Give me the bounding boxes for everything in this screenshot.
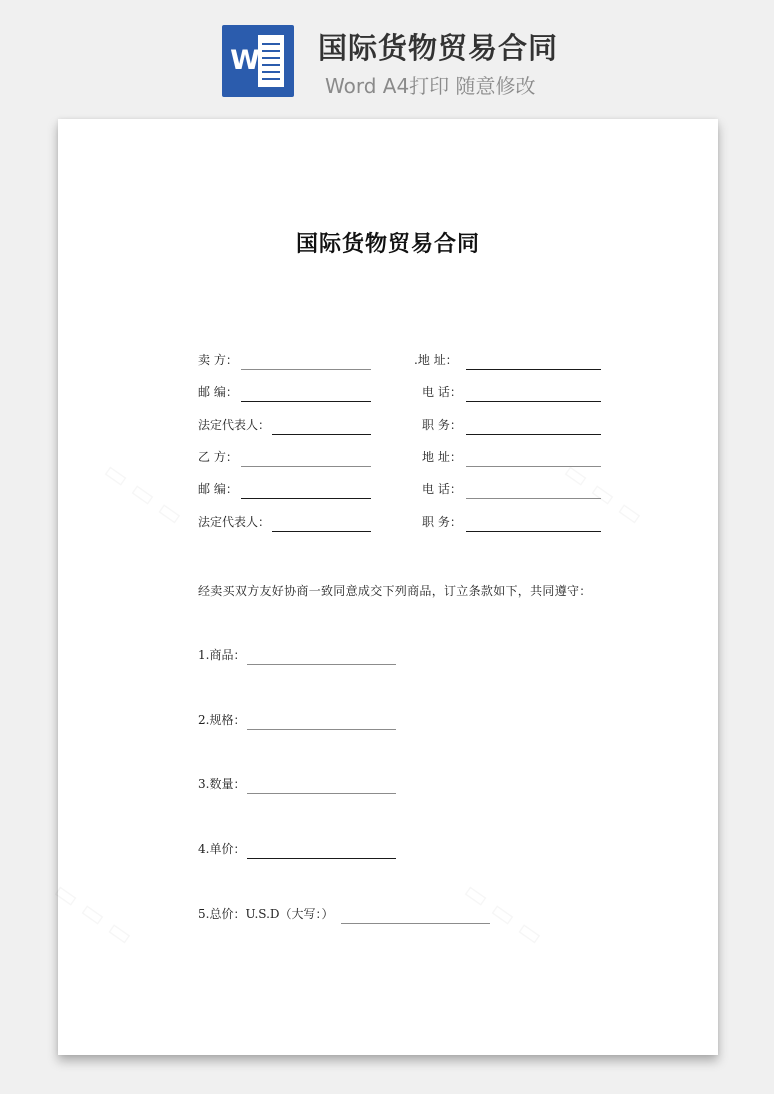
field-label: 职 务：	[422, 515, 462, 529]
watermark	[98, 456, 189, 532]
field-blank-line[interactable]	[466, 466, 601, 467]
watermark	[48, 876, 139, 952]
field-blank-line[interactable]	[241, 466, 371, 467]
party-b-postcode-field[interactable]	[198, 479, 373, 499]
field-label: 邮 编：	[198, 385, 238, 399]
field-blank-line[interactable]	[272, 434, 371, 435]
field-blank-line[interactable]	[241, 369, 371, 370]
field-label: 3.数量：	[198, 777, 246, 791]
seller-position-field[interactable]	[414, 415, 604, 435]
field-label: 乙 方：	[198, 450, 238, 464]
document-page	[58, 119, 718, 1055]
seller-field[interactable]	[198, 350, 373, 370]
field-label: 1.商品：	[198, 648, 246, 662]
field-label: 2.规格：	[198, 713, 246, 727]
field-blank-line[interactable]	[272, 531, 371, 532]
field-blank-line[interactable]	[466, 369, 601, 370]
field-label: .地 址：	[414, 353, 458, 367]
field-label: 地 址：	[422, 450, 462, 464]
field-blank-line[interactable]	[466, 531, 601, 532]
field-label: 法定代表人：	[198, 515, 271, 529]
field-label: 邮 编：	[198, 482, 238, 496]
field-label: 电 话：	[422, 482, 462, 496]
item-unit-price-field[interactable]	[198, 839, 398, 859]
field-label: 职 务：	[422, 418, 462, 432]
field-label: 电 话：	[422, 385, 462, 399]
field-blank-line[interactable]	[466, 401, 601, 402]
seller-address-field[interactable]	[414, 350, 604, 370]
word-icon-page	[258, 35, 284, 87]
intro-paragraph: 经卖买双方友好协商一致同意成交下列商品，订立条款如下，共同遵守：	[198, 584, 592, 598]
party-b-field[interactable]	[198, 447, 373, 467]
template-banner	[0, 0, 774, 118]
item-goods-field[interactable]	[198, 645, 398, 665]
banner-subtitle: Word A4打印 随意修改	[325, 74, 536, 98]
field-label: 4.单价：	[198, 842, 246, 856]
contract-title: 国际货物贸易合同	[295, 232, 480, 257]
seller-postcode-field[interactable]	[198, 382, 373, 402]
seller-legal-rep-field[interactable]	[198, 415, 373, 435]
field-blank-line[interactable]	[341, 923, 490, 924]
item-spec-field[interactable]	[198, 710, 398, 730]
field-blank-line[interactable]	[466, 434, 601, 435]
field-blank-line[interactable]	[241, 498, 371, 499]
word-icon-letter: W	[230, 45, 260, 76]
field-blank-line[interactable]	[241, 401, 371, 402]
field-blank-line[interactable]	[247, 729, 396, 730]
word-icon	[222, 25, 294, 97]
field-blank-line[interactable]	[247, 793, 396, 794]
party-b-phone-field[interactable]	[414, 479, 604, 499]
seller-phone-field[interactable]	[414, 382, 604, 402]
field-label: 法定代表人：	[198, 418, 271, 432]
field-label: 5.总价：U.S.D（大写：）	[198, 907, 334, 921]
banner-title: 国际货物贸易合同	[318, 31, 559, 65]
item-quantity-field[interactable]	[198, 774, 398, 794]
party-b-address-field[interactable]	[414, 447, 604, 467]
item-total-price-field[interactable]	[198, 904, 498, 924]
party-b-legal-rep-field[interactable]	[198, 512, 373, 532]
party-b-position-field[interactable]	[414, 512, 604, 532]
field-blank-line[interactable]	[466, 498, 601, 499]
field-blank-line[interactable]	[247, 664, 396, 665]
field-blank-line[interactable]	[247, 858, 396, 859]
field-label: 卖 方：	[198, 353, 238, 367]
